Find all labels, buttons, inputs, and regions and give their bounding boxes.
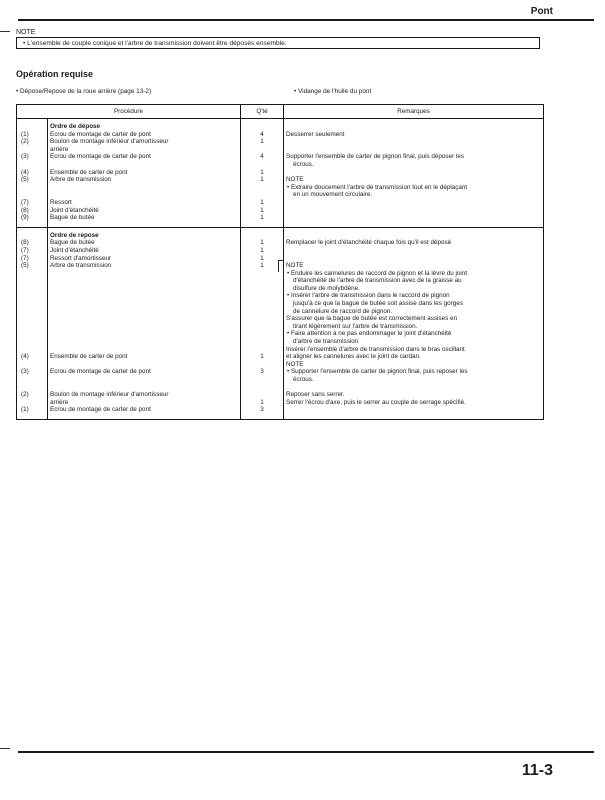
remark-line [286, 406, 541, 414]
quantity [243, 292, 281, 300]
quantities [241, 119, 284, 228]
quantity [243, 184, 281, 192]
remark-line [286, 146, 541, 154]
step-number [19, 330, 45, 338]
procedure-step: Ordre de repose [50, 231, 99, 239]
step-number [19, 376, 45, 384]
quantity: 4 [260, 153, 264, 161]
quantity [243, 330, 281, 338]
step-number [19, 300, 45, 308]
procedure-step: Boulon de montage inférieur d'amortisseur [50, 138, 169, 146]
remarks [284, 227, 544, 419]
remark-line: d'arbre de transmission [293, 338, 359, 346]
procedure-step: Ordre de dépose [50, 123, 101, 130]
remark-line: en un mouvement circulaire. [293, 191, 373, 199]
quantity: 1 [260, 262, 264, 270]
quantity [243, 308, 281, 316]
remark-line: Insérer l'ensemble d'arbre de transmission dans le bras oscillant [286, 345, 465, 353]
quantity [243, 346, 281, 354]
step-number [19, 399, 45, 407]
quantity: 1 [260, 254, 264, 262]
remark-line: Supporter l'ensemble de carter de pignon final, puis déposer les [286, 153, 464, 161]
remark-line: • Enduire les cannelures de raccord de pignon et la lèvre du joint [287, 269, 468, 277]
quantity: 1 [260, 353, 264, 361]
step-number: (1) [21, 130, 29, 138]
procedure-step [50, 191, 238, 199]
remark-line [286, 384, 541, 392]
procedure-step [50, 277, 238, 285]
step-number: (4) [21, 168, 29, 176]
section-title: Pont [530, 6, 553, 17]
note-box: • L'ensemble de couple conique et l'arbre de transmission doivent être déposés ensemble. [16, 37, 540, 49]
remark-line: NOTE [286, 360, 304, 368]
quantity [243, 270, 281, 278]
quantity: 1 [260, 398, 264, 406]
procedure-steps [48, 227, 241, 419]
quantity [243, 161, 281, 169]
procedure-step: Ensemble de carter de pont [50, 168, 128, 176]
step-number [19, 292, 45, 300]
procedure-step [50, 184, 238, 192]
procedure-step: Ressort [50, 198, 72, 206]
step-number [19, 384, 45, 392]
quantity [243, 338, 281, 346]
prerequisite-item: • Vidange de l'huile du pont [294, 88, 372, 95]
remark-line: NOTE [286, 176, 304, 184]
procedure-step: Joint d'étanchéité [50, 246, 99, 254]
quantity: 1 [260, 239, 264, 247]
quantity: 3 [260, 406, 264, 414]
remark-line [286, 232, 541, 240]
step-number: (7) [21, 254, 29, 262]
step-number [19, 146, 45, 154]
margin-mark [0, 31, 10, 32]
remark-line: de cannelure de raccord de pignon. [293, 307, 393, 315]
remark-line: • Faire attention à ne pas endommager le joint d'étanchéité [287, 330, 452, 338]
step-number [19, 338, 45, 346]
procedure-step [50, 346, 238, 354]
step-number: (4) [21, 353, 29, 361]
procedure-step [50, 323, 238, 331]
step-number [19, 191, 45, 199]
step-numbers [17, 227, 48, 419]
remark-line: disulfure de molybdène. [293, 284, 360, 292]
quantities [241, 227, 284, 419]
quantity [243, 285, 281, 293]
quantity [243, 191, 281, 199]
step-number [19, 232, 45, 240]
procedure-step: Ecrou de montage de carter de pont [50, 406, 151, 414]
remark-line [286, 247, 541, 255]
procedure-step: Boulon de montage inférieur d'amortisseur [50, 391, 169, 399]
quantity: 4 [260, 130, 264, 138]
quantity [243, 277, 281, 285]
remark-line [286, 123, 541, 131]
quantity: 1 [260, 168, 264, 176]
header-remarks: Remarques [284, 105, 544, 119]
step-number: (7) [21, 198, 29, 206]
quantity [243, 300, 281, 308]
procedure-step [50, 308, 238, 316]
procedure-step [50, 161, 238, 169]
step-number: (5) [21, 262, 29, 270]
step-number: (2) [21, 391, 29, 399]
remark-line: Remplacer le joint d'étanchéité chaque fois qu'il est déposé [286, 239, 452, 247]
step-number [19, 361, 45, 369]
remark-line: écrous. [293, 160, 314, 168]
quantity: 3 [260, 368, 264, 376]
header-qty: Q'té [241, 105, 284, 119]
remark-line [286, 255, 541, 263]
procedure-step: Ecrou de montage de carter de pont [50, 130, 151, 138]
step-number: (1) [21, 406, 29, 414]
procedure-step: arrière [50, 145, 69, 153]
quantity [243, 315, 281, 323]
procedure-step [50, 384, 238, 392]
quantity [243, 391, 281, 399]
step-number [19, 308, 45, 316]
remark-line [286, 138, 541, 146]
quantity: 1 [260, 138, 264, 146]
step-number [19, 323, 45, 331]
procedure-step: Bague de butée [50, 239, 95, 247]
quantity [243, 232, 281, 240]
step-numbers [17, 119, 48, 228]
procedure-step [50, 300, 238, 308]
step-number: (8) [21, 239, 29, 247]
remark-line: tirant légèrement sur l'arbre de transmission. [293, 322, 418, 330]
quantity [243, 323, 281, 331]
procedure-step: Joint d'étanchéité [50, 206, 99, 214]
procedure-step [50, 361, 238, 369]
procedure-step [50, 292, 238, 300]
step-number: (7) [21, 246, 29, 254]
quantity [243, 146, 281, 154]
step-number [19, 270, 45, 278]
step-number: (2) [21, 138, 29, 146]
step-number: (9) [21, 214, 29, 222]
procedure-step: Arbre de transmission [50, 176, 112, 184]
step-number [19, 161, 45, 169]
remark-line [286, 214, 541, 222]
step-number [19, 184, 45, 192]
step-number [19, 123, 45, 131]
bracket-mark [278, 260, 284, 272]
procedure-step [50, 285, 238, 293]
page-number: 11-3 [521, 762, 553, 779]
remark-line: • Insérer l'arbre de transmission dans le raccord de pignon [287, 292, 450, 300]
remark-line: • Extraire doucement l'arbre de transmission tout en le déplaçant [287, 183, 468, 191]
remark-line: écrous. [293, 376, 314, 383]
remark-line: et aligner les cannelures avec le joint de cardan. [286, 353, 421, 361]
quantity: 1 [260, 214, 264, 222]
installation-group [17, 227, 544, 419]
quantity: 1 [260, 176, 264, 184]
procedure-step [50, 376, 238, 384]
procedure-step: Arbre de transmission [50, 262, 112, 270]
step-number [19, 346, 45, 354]
margin-mark [0, 748, 10, 749]
remark-line: Reposer sans serrer. [286, 391, 345, 399]
remark-line: jusqu'à ce que la bague de butée soit assise dans les gorges [293, 300, 463, 308]
remark-line [286, 207, 541, 215]
quantity [243, 361, 281, 369]
remark-line: S'assurer que la bague de butée est correctement assises en [286, 315, 457, 323]
step-number: (8) [21, 206, 29, 214]
footer-rule [18, 751, 594, 753]
step-number: (3) [21, 368, 29, 376]
note-label: NOTE [16, 29, 36, 36]
quantity [243, 376, 281, 384]
operation-title: Opération requise [16, 69, 94, 79]
remark-line: Serrer l'écrou d'axe, puis le serrer au couple de serrage spécifié. [286, 398, 466, 406]
procedure-step: arrière [50, 398, 69, 406]
quantity [243, 123, 281, 131]
remark-line: • Supporter l'ensemble de carter de pignon final, puis reposer les [287, 368, 468, 376]
procedure-step: Ecrou de montage de carter de pont [50, 368, 151, 376]
procedure-step [50, 330, 238, 338]
step-number: (5) [21, 176, 29, 184]
quantity: 1 [260, 246, 264, 254]
quantity [243, 384, 281, 392]
prerequisite-item: • Dépose/Repose de la roue arrière (page 13-2) [16, 88, 152, 95]
removal-group [17, 119, 544, 228]
quantity: 1 [260, 198, 264, 206]
step-number [19, 315, 45, 323]
procedure-steps [48, 119, 241, 228]
remarks [284, 119, 544, 228]
procedure-step: Ensemble de carter de pont [50, 353, 128, 361]
procedure-step [50, 315, 238, 323]
procedure-step [50, 338, 238, 346]
procedure-step: Bague de butée [50, 214, 95, 222]
procedure-step [50, 270, 238, 278]
procedure-step: Ressort d'amortisseur [50, 254, 112, 262]
remark-line [286, 169, 541, 177]
remark-line [286, 199, 541, 207]
remark-line: NOTE [286, 262, 304, 270]
header-rule [18, 19, 594, 21]
step-number [19, 285, 45, 293]
remark-line: Desserrer seulement [286, 130, 345, 138]
quantity: 1 [260, 206, 264, 214]
remark-line: d'étanchéité de l'arbre de transmission avec de la graisse au [293, 277, 462, 285]
procedure-step: Ecrou de montage de carter de pont [50, 153, 151, 161]
step-number [19, 277, 45, 285]
header-procedure: Procédure [17, 105, 241, 119]
step-number: (3) [21, 153, 29, 161]
